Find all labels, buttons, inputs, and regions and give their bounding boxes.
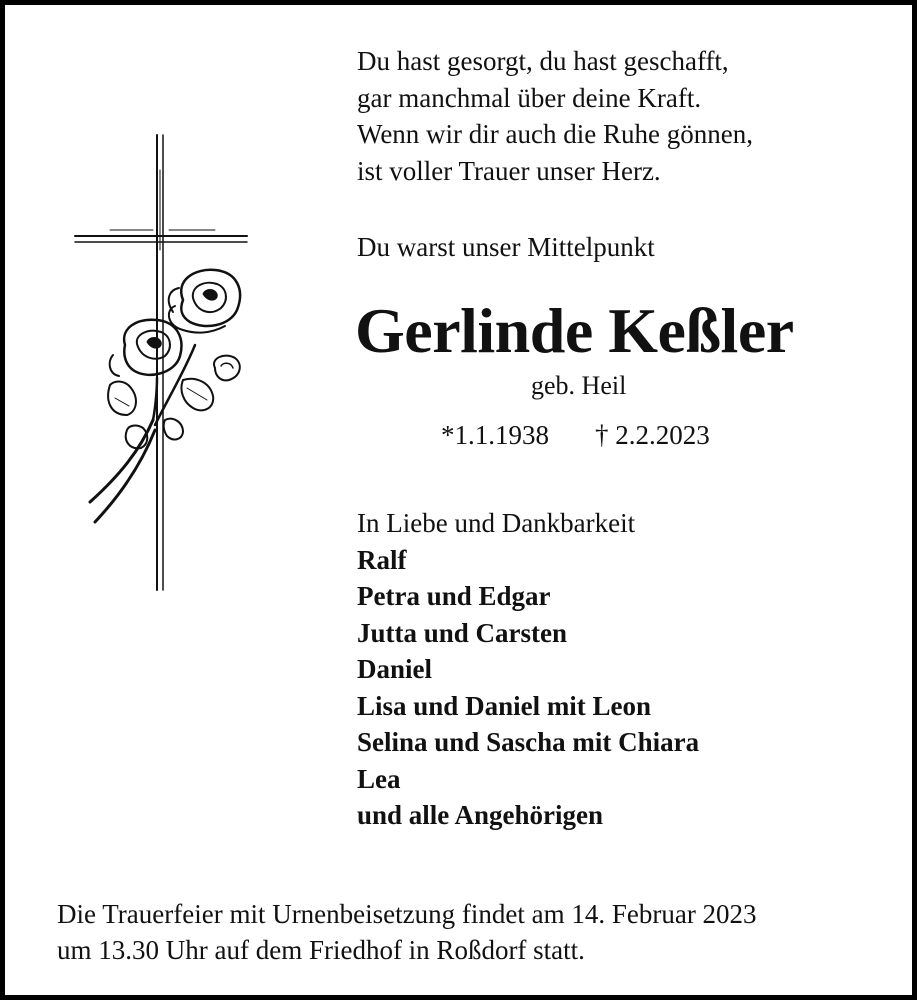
death-date: † 2.2.2023 — [595, 420, 710, 450]
life-dates — [441, 418, 710, 452]
cross-with-roses-icon — [65, 130, 265, 600]
poem — [357, 43, 877, 189]
poem-line: gar manchmal über deine Kraft. — [357, 82, 702, 113]
family-intro: In Liebe und Dankbarkeit — [357, 508, 636, 538]
ceremony-line: Die Trauerfeier mit Urnenbeisetzung findet am 14. Februar 2023 — [57, 899, 757, 929]
poem-line: Wenn wir dir auch die Ruhe gönnen, — [357, 119, 753, 149]
family-member: Selina und Sascha mit Chiara — [357, 727, 700, 757]
poem-line: Du hast gesorgt, du hast geschafft, — [357, 46, 729, 76]
family-list — [357, 505, 877, 834]
family-member: Daniel — [357, 654, 433, 684]
family-member: Lea — [357, 763, 401, 794]
poem-line: ist voller Trauer unser Herz. — [357, 155, 661, 186]
family-member: Lisa und Daniel mit Leon — [357, 690, 652, 721]
family-member: Petra und Edgar — [357, 581, 551, 611]
family-member: Jutta und Carsten — [357, 617, 568, 648]
deceased-name: Gerlinde Keßler — [355, 295, 794, 366]
birth-name: geb. Heil — [531, 371, 627, 400]
birth-date: *1.1.1938 — [441, 420, 549, 450]
family-member: und alle Angehörigen — [357, 800, 604, 830]
ceremony-line: um 13.30 Uhr auf dem Friedhof in Roßdorf statt. — [57, 935, 585, 965]
family-member: Ralf — [357, 544, 407, 575]
tagline: Du warst unser Mittelpunkt — [357, 232, 655, 262]
ceremony-info — [57, 896, 897, 968]
